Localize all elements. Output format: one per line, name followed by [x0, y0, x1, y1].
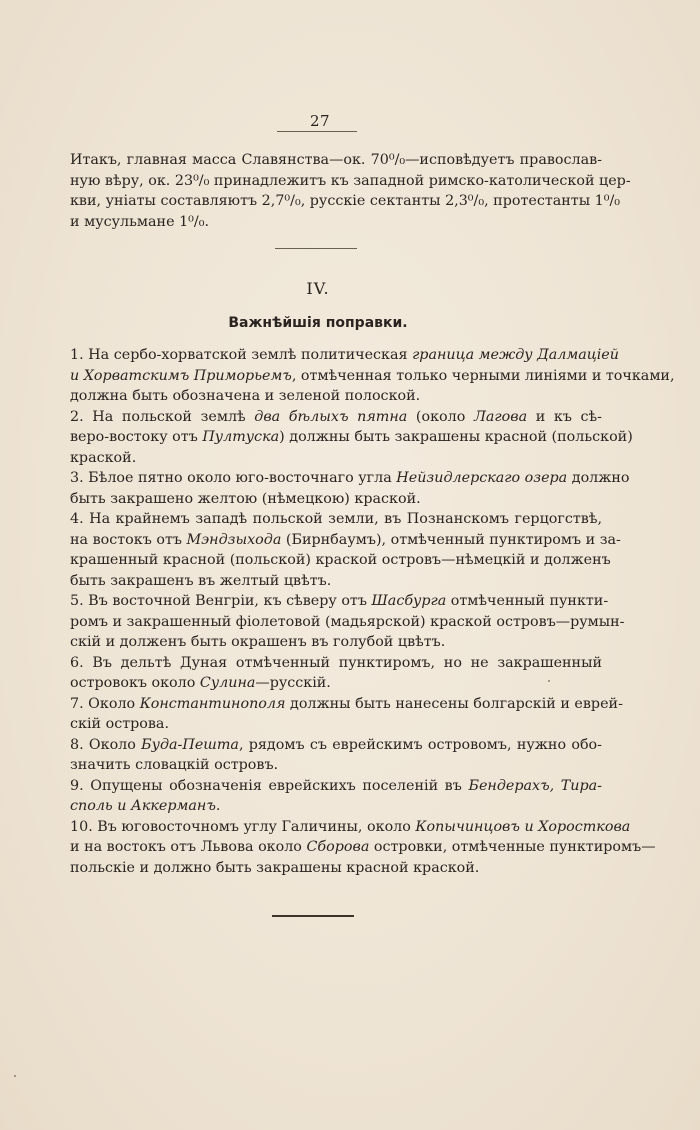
correction-text: .	[215, 798, 221, 814]
correction-line	[70, 735, 602, 756]
correction-text: польскіе и должно быть закрашены красной краской.	[70, 859, 480, 876]
page-number-rule	[277, 131, 357, 132]
correction-text: и на востокъ отъ Львова около	[70, 839, 307, 855]
correction-line	[70, 612, 625, 633]
correction-line	[70, 386, 602, 407]
correction-text: веро-востоку отъ	[70, 429, 203, 445]
correction-line	[70, 550, 611, 571]
italic-place-name: два бѣлыхъ пятна	[254, 408, 408, 425]
correction-line	[70, 345, 619, 366]
italic-place-name: споль и Аккерманъ	[70, 798, 216, 814]
correction-text: 4. На крайнемъ западѣ польской земли, въ Познанскомъ герцогствѣ,	[70, 511, 602, 527]
italic-place-name: Пултуска	[202, 429, 280, 445]
correction-text: 9. Опущены обозначенія еврейскихъ поселеній въ	[70, 777, 469, 794]
correction-line	[70, 530, 621, 551]
correction-line	[70, 468, 630, 489]
italic-place-name: Шасбурга	[371, 593, 447, 609]
correction-text: островокъ около	[70, 675, 200, 691]
correction-text: 1. На сербо-хорватской землѣ политическая	[70, 347, 413, 363]
correction-text: островки, отмѣченные пунктиромъ—	[369, 839, 656, 855]
closing-rule	[272, 915, 354, 917]
correction-text: , отмѣченная только черными линіями и точками,	[291, 367, 675, 384]
correction-line	[70, 653, 602, 674]
correction-line	[70, 673, 602, 694]
correction-line	[70, 427, 633, 448]
correction-line	[70, 694, 623, 715]
correction-text: 6. Въ дельтѣ Дуная отмѣченный пунктиромъ, но не закрашенный	[70, 654, 602, 671]
italic-place-name: Константинополя	[139, 695, 286, 712]
correction-text: 2. На польской землѣ	[70, 408, 255, 425]
correction-line	[70, 776, 602, 797]
italic-place-name: Мэндзыхода	[186, 531, 282, 548]
correction-line	[70, 366, 675, 387]
correction-text: —русскій.	[255, 675, 331, 691]
correction-text: (около	[407, 408, 474, 425]
correction-text: должна быть обозначена и зеленой полоской.	[70, 388, 421, 404]
correction-text: 3. Бѣлое пятно около юго-восточнаго угла	[70, 470, 397, 486]
italic-place-name: Буда-Пешта	[141, 736, 239, 753]
correction-text: быть закрашено желтою (нѣмецкою) краской.	[70, 490, 421, 507]
correction-line	[70, 571, 602, 592]
correction-text: ромъ и закрашенный фіолетовой (мадьярской) краской островъ—румын-	[70, 613, 625, 630]
italic-place-name: Бендерахъ, Тира-	[468, 777, 602, 794]
correction-line	[70, 714, 602, 735]
correction-text: 10. Въ юговосточномъ углу Галичины, около	[70, 818, 416, 835]
intro-line: ную вѣру, ок. 23⁰/₀ принадлежитъ къ западной римско-католической цер-	[70, 172, 631, 189]
correction-text: на востокъ отъ	[70, 531, 187, 548]
italic-place-name: граница между Далмаціей	[412, 347, 619, 363]
correction-text: и къ сѣ-	[527, 408, 602, 425]
italic-place-name: и Хорватскимъ Приморьемъ	[70, 367, 292, 384]
intro-line: кви, уніаты составляютъ 2,7⁰/₀, русскіе сектанты 2,3⁰/₀, протестанты 1⁰/₀	[70, 193, 621, 209]
correction-line	[70, 837, 656, 858]
correction-text: ) должны быть закрашены красной (польской)	[279, 429, 633, 445]
correction-text: 7. Около	[70, 695, 140, 712]
italic-place-name: Копычинцовъ и Хоростковa	[415, 818, 631, 835]
intro-line: Итакъ, главная масса Славянства—ок. 70⁰/₀—исповѣдуетъ православ-	[70, 152, 602, 168]
correction-line	[70, 755, 602, 776]
correction-line	[70, 796, 602, 817]
italic-place-name: Сборова	[306, 839, 370, 855]
intro-line: и мусульмане 1⁰/₀.	[70, 213, 209, 230]
intro-paragraph	[70, 150, 631, 232]
correction-line	[70, 632, 602, 653]
correction-line	[70, 448, 602, 469]
italic-place-name: Сулина	[199, 675, 256, 691]
correction-text: быть закрашенъ въ желтый цвѣтъ.	[70, 572, 332, 589]
correction-line	[70, 858, 602, 879]
paper-speck	[14, 1075, 16, 1077]
section-title: Важнѣйшія поправки.	[228, 315, 408, 331]
correction-line	[70, 489, 602, 510]
correction-line	[70, 591, 609, 612]
section-divider	[275, 248, 357, 249]
paper-speck	[548, 680, 550, 682]
correction-text: (Бирнбаумъ), отмѣченный пунктиромъ и за-	[281, 531, 621, 548]
correction-text: 8. Около	[70, 736, 142, 753]
correction-text: значить словацкій островъ.	[70, 757, 279, 773]
italic-place-name: Нейзидлерскаго озера	[396, 470, 568, 486]
correction-line	[70, 407, 602, 428]
correction-text: скій острова.	[70, 716, 169, 732]
page-number: 27	[309, 112, 331, 130]
correction-text: должны быть нанесены болгарскій и еврей-	[285, 695, 623, 712]
correction-line	[70, 509, 602, 530]
correction-text: краской.	[70, 449, 137, 466]
section-numeral: IV.	[306, 279, 330, 298]
correction-line	[70, 817, 631, 838]
corrections-list	[70, 345, 675, 878]
correction-text: 5. Въ восточной Венгріи, къ сѣверу отъ	[70, 593, 372, 609]
italic-place-name: Лагова	[473, 408, 528, 425]
correction-text: крашенный красной (польской) краской островъ—нѣмецкій и долженъ	[70, 552, 611, 568]
correction-text: должно	[567, 470, 630, 486]
correction-text: отмѣченный пункти-	[446, 593, 609, 609]
correction-text: , рядомъ съ еврейскимъ островомъ, нужно обо-	[238, 736, 602, 753]
correction-text: скій и долженъ быть окрашенъ въ голубой цвѣтъ.	[70, 634, 446, 650]
